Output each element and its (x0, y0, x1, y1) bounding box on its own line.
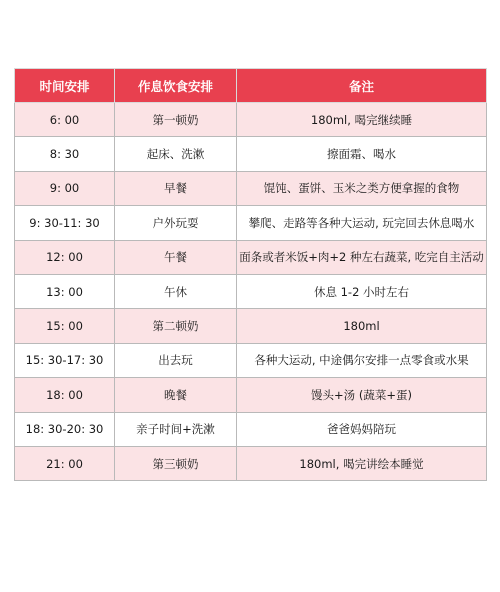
cell-time: 15: 30-17: 30 (15, 343, 115, 377)
table-row (15, 343, 487, 377)
header-time: 时间安排 (15, 69, 115, 103)
cell-activity: 午餐 (115, 240, 237, 274)
table-row (15, 103, 487, 137)
cell-time: 9: 00 (15, 171, 115, 205)
cell-time: 21: 00 (15, 446, 115, 480)
cell-notes: 攀爬、走路等各种大运动, 玩完回去休息喝水 (237, 206, 487, 240)
cell-time: 6: 00 (15, 103, 115, 137)
table-row (15, 446, 487, 480)
cell-activity: 出去玩 (115, 343, 237, 377)
table-row (15, 137, 487, 171)
cell-time: 9: 30-11: 30 (15, 206, 115, 240)
cell-time: 13: 00 (15, 274, 115, 308)
cell-notes: 馒头+汤 (蔬菜+蛋) (237, 378, 487, 412)
cell-activity: 户外玩耍 (115, 206, 237, 240)
cell-activity: 晚餐 (115, 378, 237, 412)
cell-activity: 第三顿奶 (115, 446, 237, 480)
cell-notes: 180ml, 喝完讲绘本睡觉 (237, 446, 487, 480)
cell-notes: 180ml, 喝完继续睡 (237, 103, 487, 137)
cell-activity: 午休 (115, 274, 237, 308)
cell-notes: 擦面霜、喝水 (237, 137, 487, 171)
cell-notes: 馄饨、蛋饼、玉米之类方便拿握的食物 (237, 171, 487, 205)
cell-activity: 早餐 (115, 171, 237, 205)
cell-time: 18: 00 (15, 378, 115, 412)
cell-notes: 爸爸妈妈陪玩 (237, 412, 487, 446)
cell-notes: 180ml (237, 309, 487, 343)
cell-notes: 各种大运动, 中途偶尔安排一点零食或水果 (237, 343, 487, 377)
table-row (15, 378, 487, 412)
cell-time: 18: 30-20: 30 (15, 412, 115, 446)
cell-activity: 起床、洗漱 (115, 137, 237, 171)
table-row (15, 206, 487, 240)
cell-activity: 第一顿奶 (115, 103, 237, 137)
table-row (15, 274, 487, 308)
cell-time: 15: 00 (15, 309, 115, 343)
table-row (15, 309, 487, 343)
cell-notes: 休息 1-2 小时左右 (237, 274, 487, 308)
cell-activity: 亲子时间+洗漱 (115, 412, 237, 446)
table-row (15, 171, 487, 205)
cell-time: 8: 30 (15, 137, 115, 171)
cell-time: 12: 00 (15, 240, 115, 274)
header-row (15, 69, 487, 103)
table-row (15, 412, 487, 446)
header-notes: 备注 (237, 69, 487, 103)
header-activity: 作息饮食安排 (115, 69, 237, 103)
schedule-table-body (15, 103, 487, 481)
cell-notes: 面条或者米饭+肉+2 种左右蔬菜, 吃完自主活动 (237, 240, 487, 274)
table-row (15, 240, 487, 274)
schedule-table (14, 68, 487, 481)
cell-activity: 第二顿奶 (115, 309, 237, 343)
schedule-table-header (15, 69, 487, 103)
